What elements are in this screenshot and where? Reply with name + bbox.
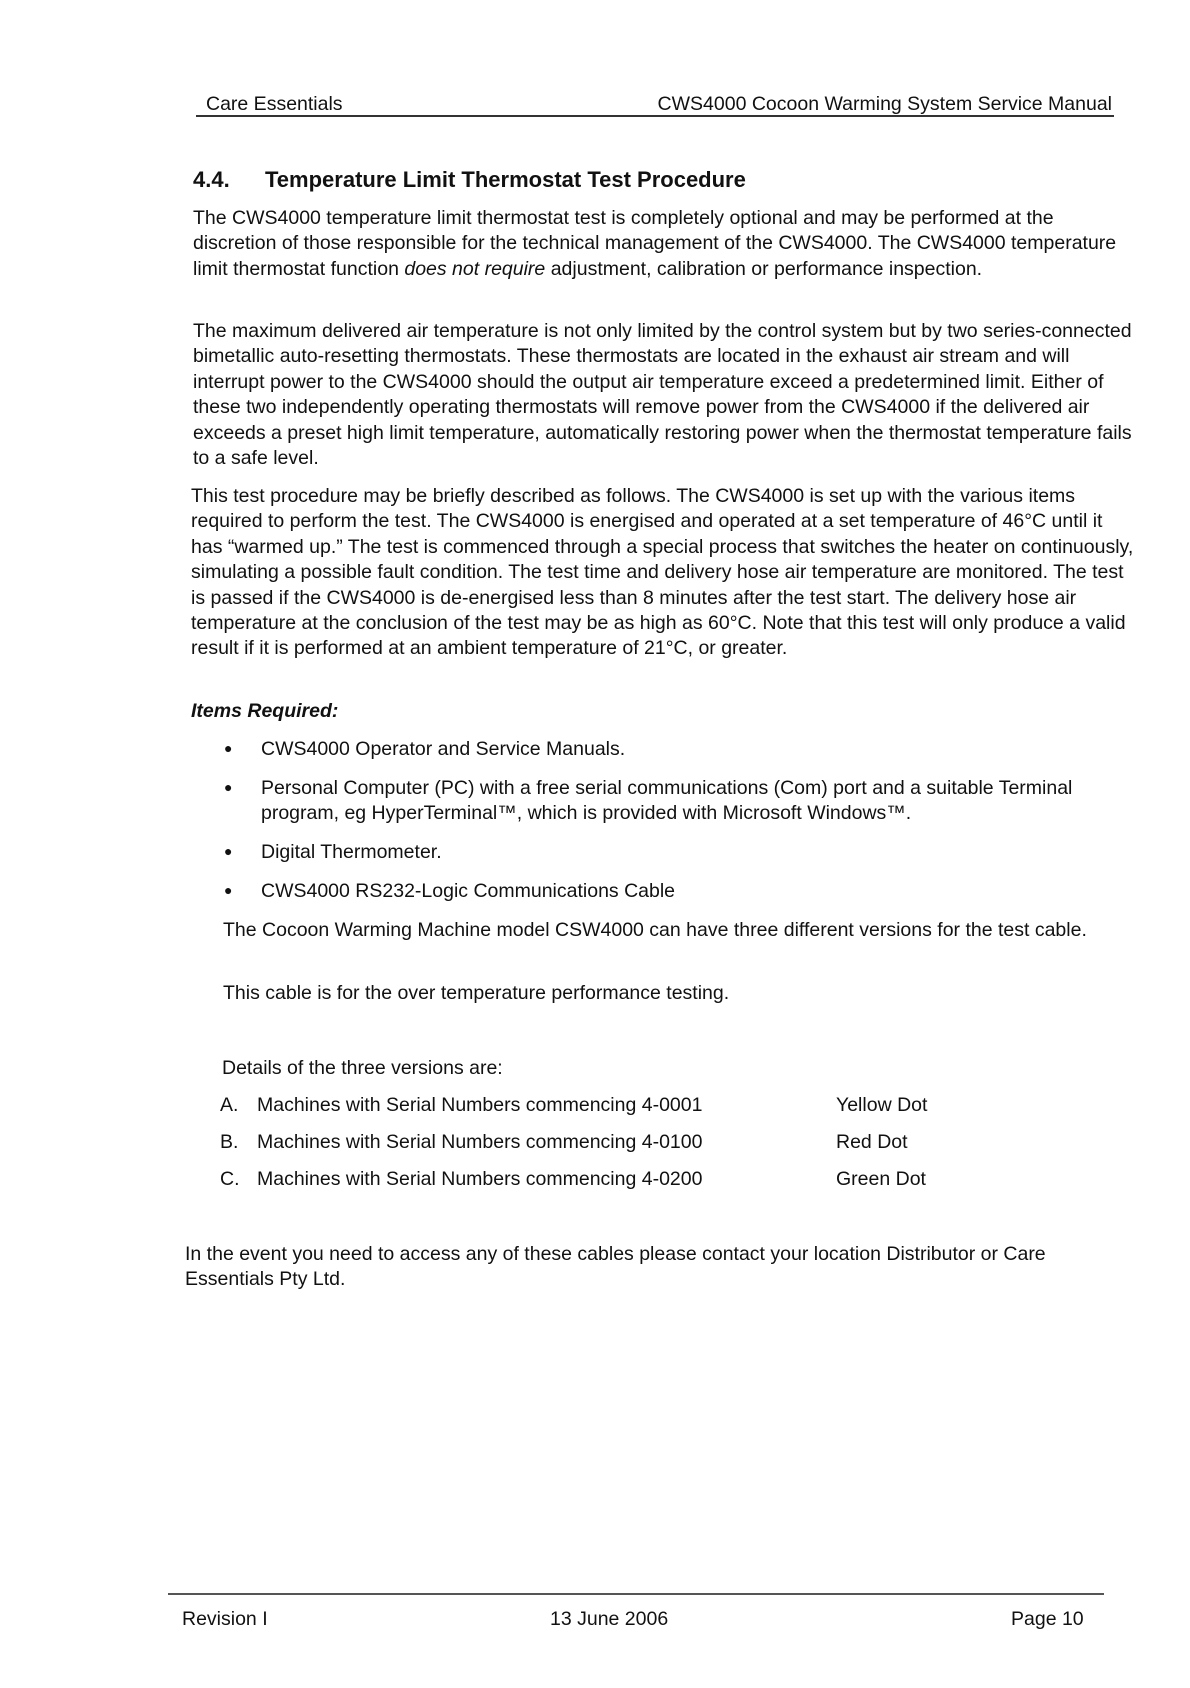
header-manual-title: CWS4000 Cocoon Warming System Service Manual bbox=[657, 93, 1112, 115]
bullet-icon: ● bbox=[224, 740, 233, 756]
list-item: Personal Computer (PC) with a free serial communications (Com) port and a suitable Terminal program, eg HyperTerminal™, which is provided with Microsoft Windows™. bbox=[261, 777, 1073, 825]
version-colour: Yellow Dot bbox=[836, 1094, 928, 1116]
version-colour: Red Dot bbox=[836, 1131, 908, 1153]
intro-emphasis: does not require bbox=[404, 257, 546, 280]
bullet-icon: ● bbox=[224, 882, 233, 898]
intro-text: The CWS4000 temperature limit thermostat test is completely optional and may be performed at the discretion of those responsible for the technical management of the CWS4000. The CWS4000 temperature limit thermostat function bbox=[193, 207, 1117, 280]
list-item: CWS4000 RS232-Logic Communications Cable bbox=[261, 880, 676, 902]
header-divider bbox=[196, 115, 1114, 117]
versions-intro: Details of the three versions are: bbox=[222, 1057, 503, 1079]
version-letter: A. bbox=[220, 1094, 239, 1116]
version-text: Machines with Serial Numbers commencing 4-0200 bbox=[257, 1168, 703, 1190]
footer-divider bbox=[168, 1593, 1104, 1595]
footer-page-number: Page 10 bbox=[1011, 1608, 1084, 1630]
list-item: Digital Thermometer. bbox=[261, 841, 442, 863]
intro-text-end: adjustment, calibration or performance inspection. bbox=[545, 257, 983, 280]
footer-revision: Revision I bbox=[182, 1608, 268, 1630]
section-heading bbox=[193, 167, 746, 193]
version-text: Machines with Serial Numbers commencing 4-0100 bbox=[257, 1131, 703, 1153]
cable-purpose-note: This cable is for the over temperature performance testing. bbox=[223, 982, 730, 1004]
items-required-heading: Items Required: bbox=[191, 700, 339, 722]
version-colour: Green Dot bbox=[836, 1168, 926, 1190]
header-company: Care Essentials bbox=[206, 93, 343, 115]
procedure-paragraph: This test procedure may be briefly described as follows. The CWS4000 is set up with the various items required to perform the test. The CWS4000 is energised and operated at a set temperature of 46°C until it has “warmed up.” The test is commenced through a special process that switches the heater on continuously, simulating a possible fault condition. The test time and delivery hose air temperature are monitored. The test is passed if the CWS4000 is de-energised less than 8 minutes after the test start. The delivery hose air temperature at the conclusion of the test may be as high as 60°C. Note that this test will only produce a valid result if it is performed at an ambient temperature of 21°C, or greater. bbox=[191, 485, 1134, 660]
version-text: Machines with Serial Numbers commencing 4-0001 bbox=[257, 1094, 703, 1116]
closing-paragraph: In the event you need to access any of these cables please contact your location Distributor or Care Essentials Pty Ltd. bbox=[185, 1243, 1046, 1291]
thermostat-paragraph: The maximum delivered air temperature is not only limited by the control system but by two series-connected bimetallic auto-resetting thermostats. These thermostats are located in the exhaust air stream and will interrupt power to the CWS4000 should the output air temperature exceed a predetermined limit. Either of these two independently operating thermostats will remove power from the CWS4000 if the delivered air exceeds a preset high limit temperature, automatically restoring power when the thermostat temperature fails to a safe level. bbox=[193, 320, 1132, 470]
version-letter: C. bbox=[220, 1168, 240, 1190]
cable-versions-note: The Cocoon Warming Machine model CSW4000 can have three different versions for the test cable. bbox=[223, 919, 1087, 941]
bullet-icon: ● bbox=[224, 779, 233, 795]
section-number: 4.4. bbox=[193, 167, 230, 192]
intro-paragraph bbox=[193, 206, 1138, 282]
section-title: Temperature Limit Thermostat Test Procedure bbox=[265, 167, 746, 192]
version-letter: B. bbox=[220, 1131, 239, 1153]
bullet-icon: ● bbox=[224, 843, 233, 859]
list-item: CWS4000 Operator and Service Manuals. bbox=[261, 738, 626, 760]
footer-date: 13 June 2006 bbox=[550, 1608, 669, 1630]
